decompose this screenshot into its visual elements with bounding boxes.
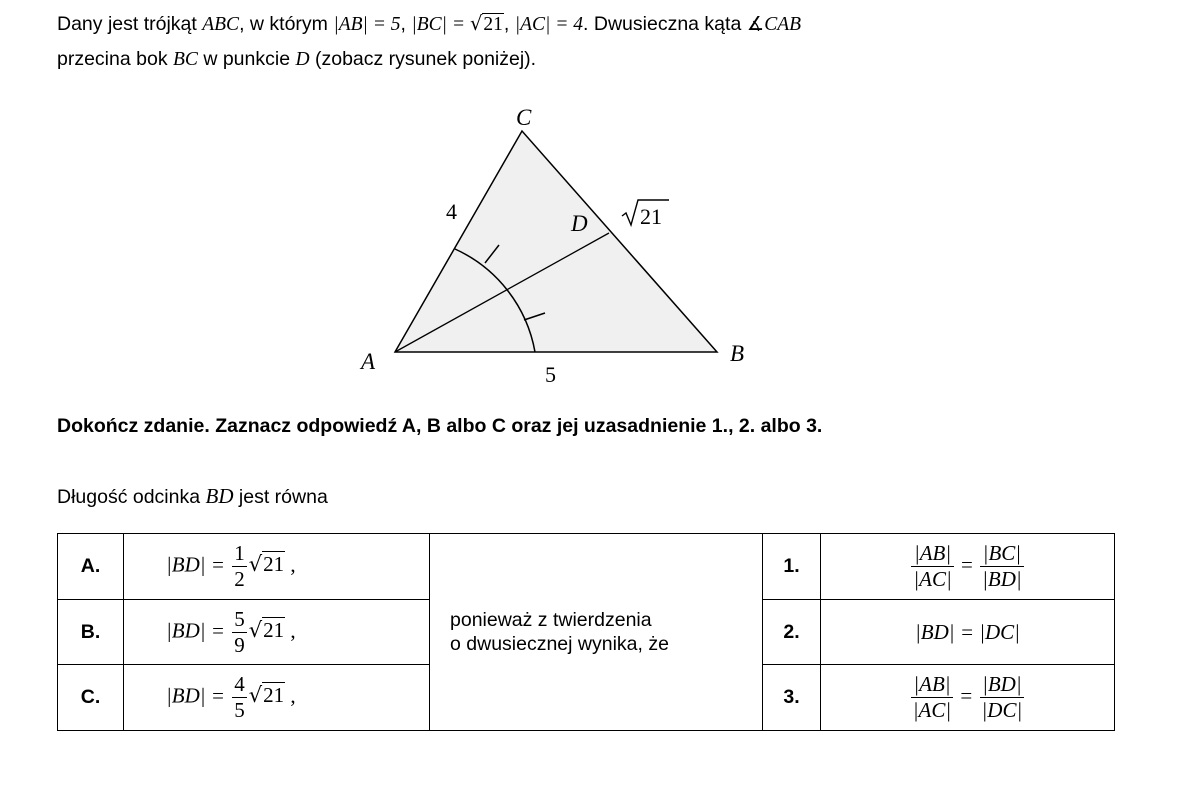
fraction <box>232 543 247 590</box>
fraction-denominator: 5 <box>234 698 245 722</box>
option-c-letter[interactable]: C. <box>58 665 124 731</box>
sqrt-symbol: √ <box>469 12 483 35</box>
fraction-numerator: |AB| <box>911 674 953 698</box>
fraction <box>232 606 247 657</box>
sqrt-expression <box>249 618 285 643</box>
side-ab-label: 5 <box>545 362 556 387</box>
option-b-formula[interactable] <box>124 600 430 665</box>
reasoning-line: o dwusiecznej wynika, że <box>450 633 669 655</box>
justification-2-formula[interactable]: |BD| = |DC| <box>821 600 1115 665</box>
option-b-letter[interactable]: B. <box>58 600 124 665</box>
fraction-denominator: |AC| <box>913 567 952 591</box>
answer-row <box>58 534 1115 600</box>
sqrt-radicand: 21 <box>263 683 285 708</box>
point-d-label: D <box>571 211 588 236</box>
vertex-a-label: A <box>361 349 376 374</box>
segment-name: BD <box>205 484 234 508</box>
sqrt-symbol: √ <box>248 617 263 642</box>
justification-1-number[interactable]: 1. <box>763 534 821 600</box>
fraction <box>911 543 953 590</box>
condition-bc-lhs: |BC| = <box>411 14 470 35</box>
text-fragment: jest równa <box>233 486 328 508</box>
reasoning-text <box>430 534 763 731</box>
text-fragment: Długość odcinka <box>57 486 206 508</box>
fraction-numerator: |BD| <box>980 674 1025 698</box>
option-a-letter[interactable]: A. <box>58 534 124 600</box>
angle-name: CAB <box>764 14 802 35</box>
triangle-abc <box>395 131 717 352</box>
fraction-numerator: 1 <box>234 541 245 565</box>
sqrt-radicand: 21 <box>640 204 662 229</box>
task-instruction: Dokończ zdanie. Zaznacz odpowiedź A, B albo C oraz jej uzasadnienie 1., 2. albo 3. <box>57 415 823 437</box>
fraction <box>980 674 1025 721</box>
vertex-c-label: C <box>516 105 532 130</box>
answer-table <box>57 533 1115 731</box>
formula-lhs: |BD| = <box>166 617 231 642</box>
fraction <box>232 674 247 721</box>
side-name: BC <box>172 49 198 70</box>
point-name: D <box>295 49 310 70</box>
condition-ac: |AC| = 4 <box>514 14 584 35</box>
text-fragment: , <box>400 13 412 35</box>
sqrt-symbol: √ <box>248 683 263 708</box>
fraction-numerator: |BC| <box>980 543 1024 567</box>
option-a-formula[interactable] <box>124 534 430 600</box>
sqrt-radicand: 21 <box>263 552 285 577</box>
fraction-denominator: |BD| <box>982 567 1022 591</box>
condition-ab: |AB| = 5 <box>333 14 401 35</box>
sqrt-expression <box>249 683 285 708</box>
fraction-numerator: 4 <box>234 672 245 696</box>
vertex-b-label: B <box>730 341 745 366</box>
justification-1-formula[interactable] <box>821 534 1115 600</box>
fraction <box>980 543 1024 590</box>
fraction-denominator: 2 <box>234 567 245 591</box>
option-c-formula[interactable] <box>124 665 430 731</box>
sqrt-expression <box>249 552 285 577</box>
triangle-name: ABC <box>202 14 240 35</box>
fraction <box>911 674 953 721</box>
formula-lhs: |BD| = <box>166 683 231 708</box>
reasoning-line: ponieważ z twierdzenia <box>450 609 652 631</box>
fraction-numerator: 5 <box>234 606 245 631</box>
sqrt-radicand: 21 <box>263 617 285 642</box>
equals-sign: = <box>955 552 979 577</box>
text-fragment: , w którym <box>239 13 334 35</box>
fraction-denominator: |AC| <box>912 698 952 722</box>
text-fragment: przecina bok <box>57 48 173 70</box>
formula-lhs: |BD| = <box>166 552 231 577</box>
text-fragment: (zobacz rysunek poniżej). <box>309 48 537 70</box>
justification-2-number[interactable]: 2. <box>763 600 821 665</box>
angle-symbol: ∡ <box>746 14 765 35</box>
text-fragment: w punkcie <box>197 48 296 70</box>
formula-tail: , <box>285 617 296 642</box>
fraction-numerator: |AB| <box>911 543 953 567</box>
text-fragment: . Dwusieczna kąta <box>583 13 747 35</box>
text-fragment: Dany jest trójkąt <box>57 13 203 35</box>
sqrt-symbol: √ <box>248 552 263 577</box>
sqrt-radicand: 21 <box>483 14 503 35</box>
justification-3-number[interactable]: 3. <box>763 665 821 731</box>
formula-tail: , <box>285 552 296 577</box>
justification-3-formula[interactable] <box>821 665 1115 731</box>
fraction-denominator: 9 <box>234 632 245 657</box>
question-stem <box>57 484 328 509</box>
side-ac-label: 4 <box>446 199 457 224</box>
side-bc-label <box>622 200 669 229</box>
fraction-denominator: |DC| <box>981 698 1023 722</box>
equals-sign: = <box>955 683 978 708</box>
text-fragment: , <box>503 13 515 35</box>
formula-tail: , <box>285 683 296 708</box>
